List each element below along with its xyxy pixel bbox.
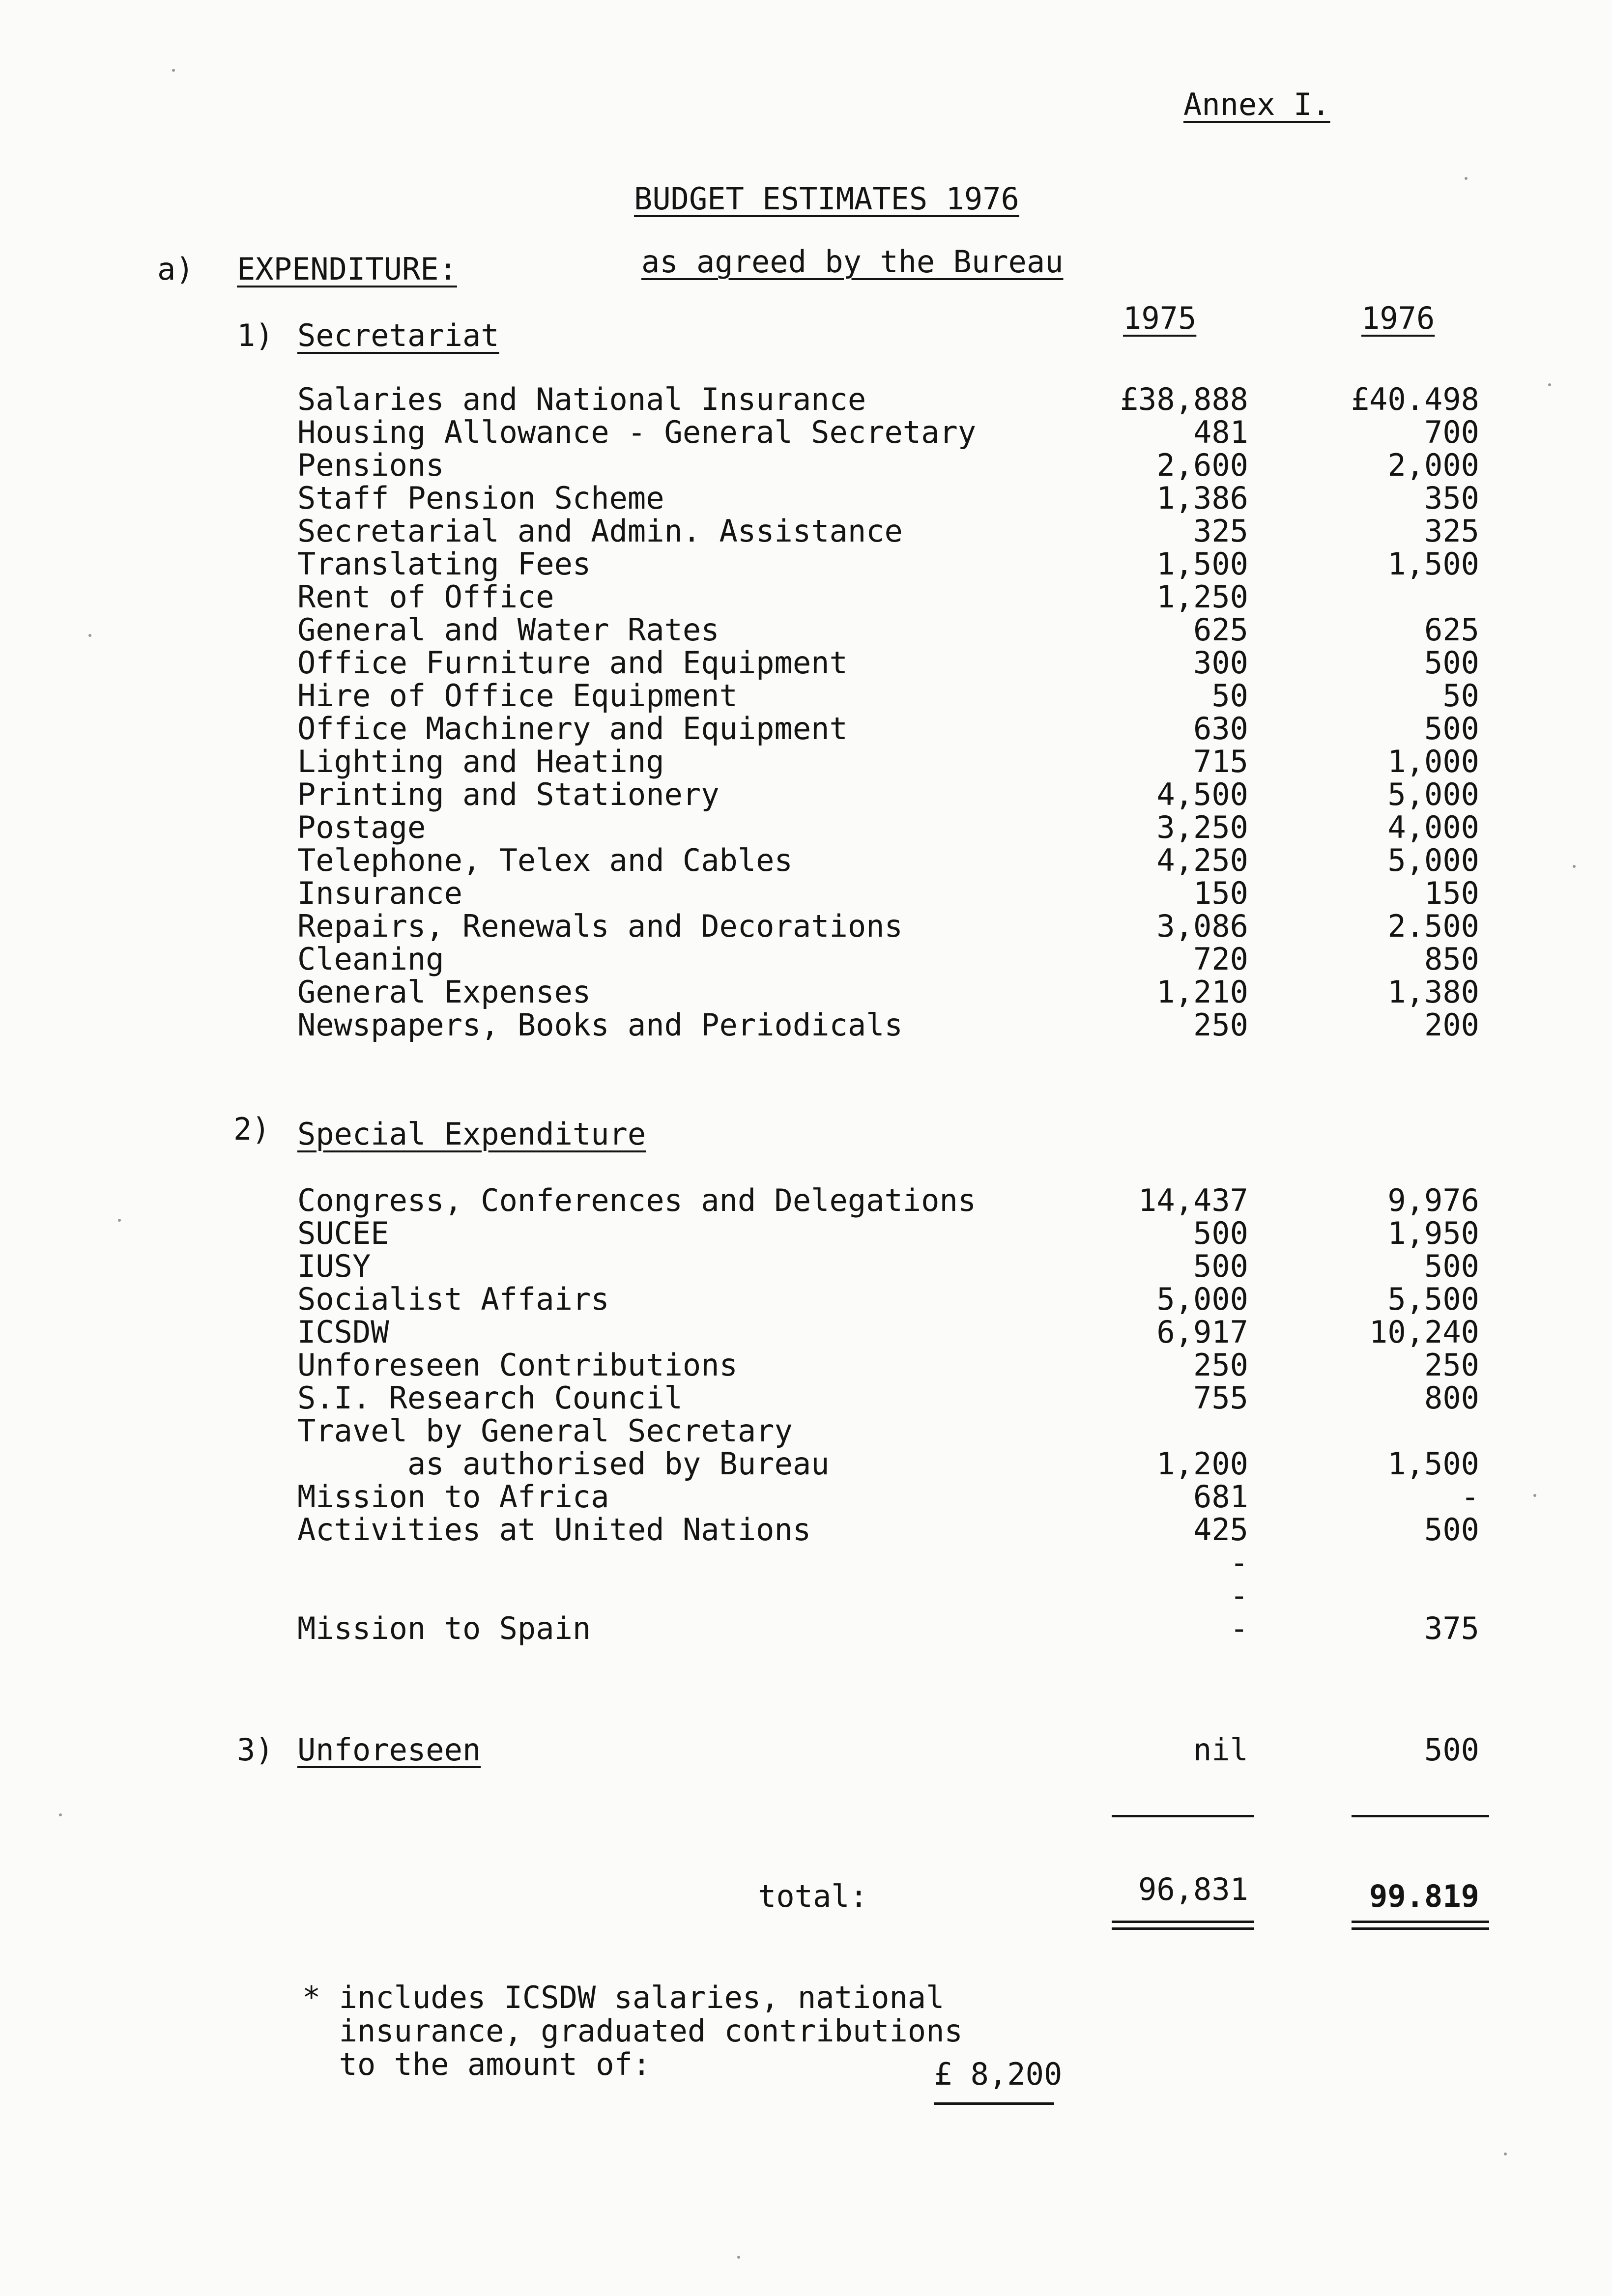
column-header-1975: 1975 — [1123, 300, 1197, 336]
line-item-1975-value: 325 — [1193, 513, 1248, 549]
line-item-label: Unforeseen Contributions — [297, 1347, 738, 1383]
line-item-1976-value: 5,000 — [1387, 842, 1479, 878]
line-item-1976-value: 1,000 — [1387, 744, 1479, 779]
line-item-label: Insurance — [297, 875, 462, 911]
line-item-1976-value: 50 — [1442, 678, 1479, 714]
line-item-1976-value: 325 — [1424, 513, 1479, 549]
line-item-1975-value: 625 — [1193, 612, 1248, 648]
line-item-1975-value: 1,210 — [1156, 974, 1248, 1010]
line-item-1976-value: 375 — [1424, 1610, 1479, 1646]
line-item-label: Cleaning — [297, 941, 444, 977]
subtotal-rule-1976 — [1352, 1815, 1489, 1817]
scan-speck — [1465, 177, 1468, 180]
line-item-1976-value: 5,000 — [1387, 776, 1479, 812]
annex-label: Annex I. — [1183, 86, 1330, 122]
scan-speck — [737, 2256, 740, 2259]
line-item-1975-value: 4,500 — [1156, 776, 1248, 812]
line-item-1976-value: 1,950 — [1387, 1215, 1479, 1251]
section-a-marker: a) — [157, 251, 194, 287]
scan-speck — [1573, 865, 1576, 868]
line-item-1976-value: 5,500 — [1387, 1281, 1479, 1317]
line-item-1976-value: 1,500 — [1387, 1446, 1479, 1482]
line-item-1975-value: - — [1230, 1578, 1248, 1613]
line-item-1976-value: 2,000 — [1387, 447, 1479, 483]
unforeseen-heading: Unforeseen — [297, 1732, 481, 1768]
total-rule-1976-b — [1352, 1927, 1489, 1930]
line-item-1975-value: 481 — [1193, 414, 1248, 450]
line-item-1975-value: 1,200 — [1156, 1446, 1248, 1482]
special-heading: Special Expenditure — [297, 1116, 646, 1152]
line-item-1976-value: 4,000 — [1387, 809, 1479, 845]
line-item-1975-value: 681 — [1193, 1479, 1248, 1515]
line-item-label: Activities at United Nations — [297, 1512, 811, 1548]
line-item-1975-value: 250 — [1193, 1347, 1248, 1383]
footnote-amount-rule — [934, 2102, 1054, 2105]
total-rule-1975-b — [1112, 1927, 1254, 1930]
line-item-1976-value: 150 — [1424, 875, 1479, 911]
line-item-1976-value: 2.500 — [1387, 908, 1479, 944]
line-item-1976-value: 1,500 — [1387, 546, 1479, 582]
line-item-1975-value: 500 — [1193, 1215, 1248, 1251]
line-item-1975-value: £38,888 — [1120, 381, 1248, 417]
scan-speck — [1548, 383, 1551, 386]
line-item-1975-value: 755 — [1193, 1380, 1248, 1416]
line-item-label: Mission to Spain — [297, 1610, 591, 1646]
subtotal-rule-1975 — [1112, 1815, 1254, 1817]
line-item-1975-value: 14,437 — [1138, 1182, 1248, 1218]
line-item-label: Housing Allowance - General Secretary — [297, 414, 977, 450]
line-item-1975-value: 2,600 — [1156, 447, 1248, 483]
line-item-1975-value: 300 — [1193, 645, 1248, 681]
unforeseen-1975-value: nil — [1193, 1732, 1248, 1768]
line-item-label: Telephone, Telex and Cables — [297, 842, 793, 878]
total-label: total: — [758, 1878, 868, 1914]
line-item-label: SUCEE — [297, 1215, 389, 1251]
line-item-1975-value: 1,500 — [1156, 546, 1248, 582]
page-subtitle: as agreed by the Bureau — [641, 244, 1064, 280]
line-item-1976-value: 350 — [1424, 480, 1479, 516]
line-item-label: Printing and Stationery — [297, 776, 720, 812]
line-item-1976-value: 1,380 — [1387, 974, 1479, 1010]
line-item-1975-value: 1,386 — [1156, 480, 1248, 516]
line-item-1975-value: - — [1230, 1545, 1248, 1580]
secretariat-number: 1) — [237, 317, 274, 353]
line-item-label: as authorised by Bureau — [297, 1446, 830, 1482]
line-item-label: Hire of Office Equipment — [297, 678, 738, 714]
line-item-1975-value: - — [1230, 1610, 1248, 1646]
line-item-label: Office Machinery and Equipment — [297, 711, 848, 746]
line-item-1976-value: 500 — [1424, 1248, 1479, 1284]
line-item-label: S.I. Research Council — [297, 1380, 683, 1416]
footnote-line-1: * includes ICSDW salaries, national — [302, 1980, 945, 2015]
line-item-label: Secretarial and Admin. Assistance — [297, 513, 903, 549]
line-item-1976-value: 200 — [1424, 1007, 1479, 1043]
line-item-1975-value: 3,086 — [1156, 908, 1248, 944]
line-item-label: Travel by General Secretary — [297, 1413, 793, 1449]
line-item-label: Office Furniture and Equipment — [297, 645, 848, 681]
line-item-label: Translating Fees — [297, 546, 591, 582]
unforeseen-1976-value: 500 — [1424, 1732, 1479, 1768]
scan-speck — [118, 1219, 121, 1222]
total-1975-value: 96,831 — [1138, 1871, 1248, 1907]
line-item-label: Congress, Conferences and Delegations — [297, 1182, 977, 1218]
line-item-label: Lighting and Heating — [297, 744, 664, 779]
total-1976-value: 99.819 — [1369, 1878, 1479, 1914]
line-item-1976-value: 9,976 — [1387, 1182, 1479, 1218]
line-item-1975-value: 3,250 — [1156, 809, 1248, 845]
line-item-label: Postage — [297, 809, 426, 845]
unforeseen-number: 3) — [237, 1732, 274, 1768]
line-item-label: Repairs, Renewals and Decorations — [297, 908, 903, 944]
line-item-label: Rent of Office — [297, 579, 554, 615]
line-item-1975-value: 425 — [1193, 1512, 1248, 1548]
page-title: BUDGET ESTIMATES 1976 — [634, 181, 1019, 217]
line-item-label: ICSDW — [297, 1314, 389, 1350]
total-rule-1975-a — [1112, 1921, 1254, 1923]
line-item-1976-value: 500 — [1424, 645, 1479, 681]
line-item-label: Mission to Africa — [297, 1479, 609, 1515]
line-item-1975-value: 150 — [1193, 875, 1248, 911]
line-item-label: Staff Pension Scheme — [297, 480, 664, 516]
scan-speck — [1504, 2152, 1507, 2155]
scan-speck — [1533, 1494, 1536, 1497]
line-item-label: Socialist Affairs — [297, 1281, 609, 1317]
line-item-1976-value: 500 — [1424, 1512, 1479, 1548]
line-item-1975-value: 4,250 — [1156, 842, 1248, 878]
line-item-label: General and Water Rates — [297, 612, 720, 648]
line-item-1975-value: 250 — [1193, 1007, 1248, 1043]
line-item-label: IUSY — [297, 1248, 371, 1284]
line-item-1976-value: 850 — [1424, 941, 1479, 977]
line-item-1976-value: 250 — [1424, 1347, 1479, 1383]
footnote-line-2: insurance, graduated contributions — [302, 2013, 963, 2049]
line-item-1976-value: 800 — [1424, 1380, 1479, 1416]
line-item-1976-value: 700 — [1424, 414, 1479, 450]
line-item-label: General Expenses — [297, 974, 591, 1010]
section-a-heading: EXPENDITURE: — [237, 251, 457, 287]
special-number: 2) — [233, 1111, 270, 1147]
line-item-1975-value: 500 — [1193, 1248, 1248, 1284]
scan-speck — [59, 1813, 62, 1816]
line-item-label: Newspapers, Books and Periodicals — [297, 1007, 903, 1043]
secretariat-heading: Secretariat — [297, 317, 499, 353]
scan-speck — [172, 69, 175, 72]
line-item-1975-value: 1,250 — [1156, 579, 1248, 615]
line-item-1975-value: 5,000 — [1156, 1281, 1248, 1317]
line-item-1976-value: 500 — [1424, 711, 1479, 746]
line-item-1976-value: 10,240 — [1369, 1314, 1479, 1350]
scan-speck — [88, 634, 91, 637]
line-item-1976-value: 625 — [1424, 612, 1479, 648]
line-item-label: Pensions — [297, 447, 444, 483]
line-item-1975-value: 50 — [1211, 678, 1248, 714]
line-item-1975-value: 630 — [1193, 711, 1248, 746]
line-item-1975-value: 720 — [1193, 941, 1248, 977]
column-header-1976: 1976 — [1361, 300, 1435, 336]
line-item-1976-value: £40.498 — [1351, 381, 1479, 417]
line-item-1975-value: 715 — [1193, 744, 1248, 779]
line-item-label: Salaries and National Insurance — [297, 381, 866, 417]
footnote-line-3: to the amount of: — [302, 2046, 651, 2082]
total-rule-1976-a — [1352, 1921, 1489, 1923]
line-item-1976-value: - — [1461, 1479, 1479, 1515]
line-item-1975-value: 6,917 — [1156, 1314, 1248, 1350]
footnote-amount: £ 8,200 — [934, 2056, 1063, 2092]
